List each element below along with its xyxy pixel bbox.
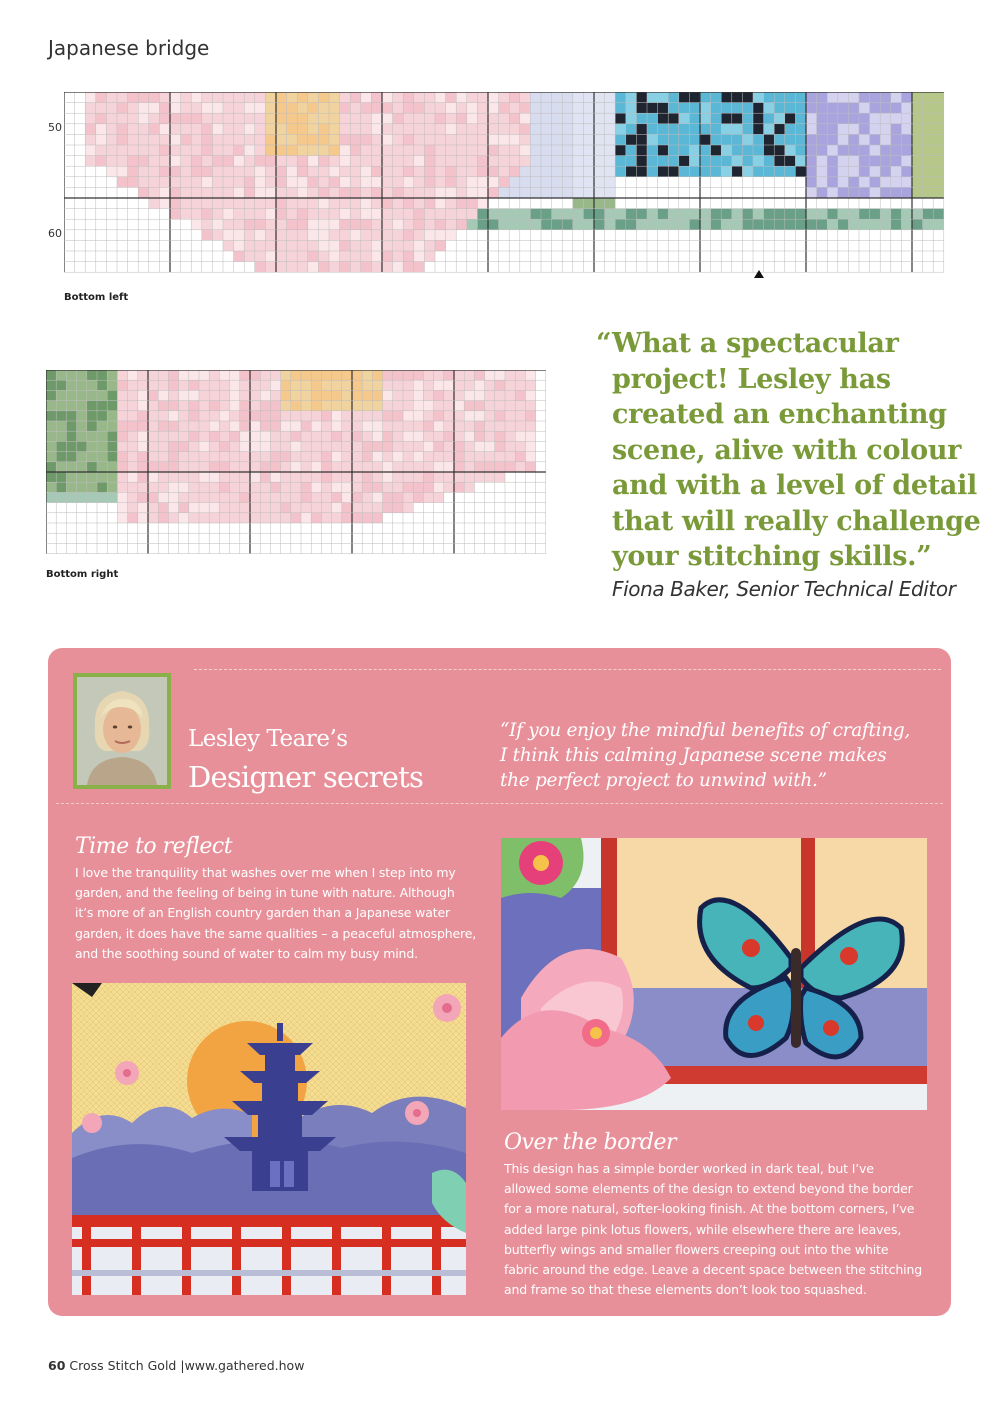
panel-divider [194, 669, 941, 670]
chart-bottom-left-grid [64, 92, 952, 282]
chart-bottom-left [64, 92, 952, 282]
panel-divider [56, 803, 943, 804]
chart-bottom-right-caption: Bottom right [46, 569, 119, 580]
designer-quote-line: I think this calming Japanese scene makes [500, 745, 887, 766]
section-title-border: Over the border [504, 1130, 676, 1155]
designer-quote-line: the perfect project to unwind with.” [500, 770, 827, 791]
quote-line: your stitching skills.” [612, 541, 932, 572]
section-body-border [504, 1159, 922, 1300]
page-footer [48, 1358, 304, 1373]
quote-line: that will really challenge [612, 505, 981, 537]
designer-portrait [77, 677, 167, 785]
designer-quote [500, 718, 930, 793]
designer-name: Lesley Teare’s [188, 726, 348, 752]
quote-line: and with a level of detail [612, 470, 978, 501]
chart-bottom-left-caption: Bottom left [64, 292, 129, 303]
body-line: This design has a simple border worked in dark teal, but I’ve [504, 1161, 874, 1176]
quote-line: scene, alive with colour [612, 434, 962, 466]
quote-line: “What a spectacular [596, 328, 899, 359]
body-line: it’s more of an English country garden than a Japanese water [75, 905, 451, 921]
designer-secrets-panel [48, 648, 951, 1316]
body-line: butterfly wings and smaller flowers creeping out into the white [504, 1241, 889, 1257]
chart-bottom-right [46, 370, 554, 558]
body-line: garden, and the feeling of being in tune with nature. Although [75, 885, 455, 901]
body-line: fabric around the edge. Leave a decent space between the stitching [504, 1262, 923, 1278]
magazine-name: Cross Stitch Gold [69, 1358, 177, 1373]
butterfly-stitch-photo [501, 838, 927, 1110]
pagoda-stitch-photo [72, 983, 466, 1295]
body-line: garden, it does have the same qualities – a peaceful atmosphere, [75, 925, 477, 941]
editor-quote [596, 326, 981, 601]
quote-line: project! Lesley has [612, 363, 891, 395]
page-title: Japanese bridge [48, 36, 210, 60]
section-body-reflect [75, 863, 476, 964]
row-label-60: 60 [48, 227, 62, 240]
page-number: 60 [48, 1358, 66, 1373]
quote-line: created an enchanting [612, 399, 947, 430]
body-line: I love the tranquility that washes over me when I step into my [75, 865, 456, 880]
body-line: and the soothing sound of water to calm my busy mind. [75, 945, 418, 961]
designer-quote-line: “If you enjoy the mindful benefits of crafting, [500, 720, 910, 741]
footer-website[interactable]: www.gathered.how [184, 1358, 305, 1373]
body-line: added large pink lotus flowers, while elsewhere there are leaves, [504, 1221, 902, 1237]
body-line: allowed some elements of the design to extend beyond the border [504, 1181, 913, 1197]
quote-attribution: Fiona Baker, Senior Technical Editor [612, 576, 956, 601]
portrait-illustration [77, 677, 167, 785]
editor-quote-text [596, 326, 981, 575]
row-label-50: 50 [48, 121, 62, 134]
chart-bottom-right-grid [46, 370, 554, 558]
body-line: and frame so that these elements don’t look too squashed. [504, 1282, 867, 1298]
designer-heading: Designer secrets [188, 760, 424, 794]
section-title-reflect: Time to reflect [75, 834, 233, 859]
body-line: for a more natural, softer-looking finish. At the bottom corners, I’ve [504, 1201, 915, 1217]
footer-separator: | [180, 1358, 185, 1373]
avatar [73, 673, 171, 789]
